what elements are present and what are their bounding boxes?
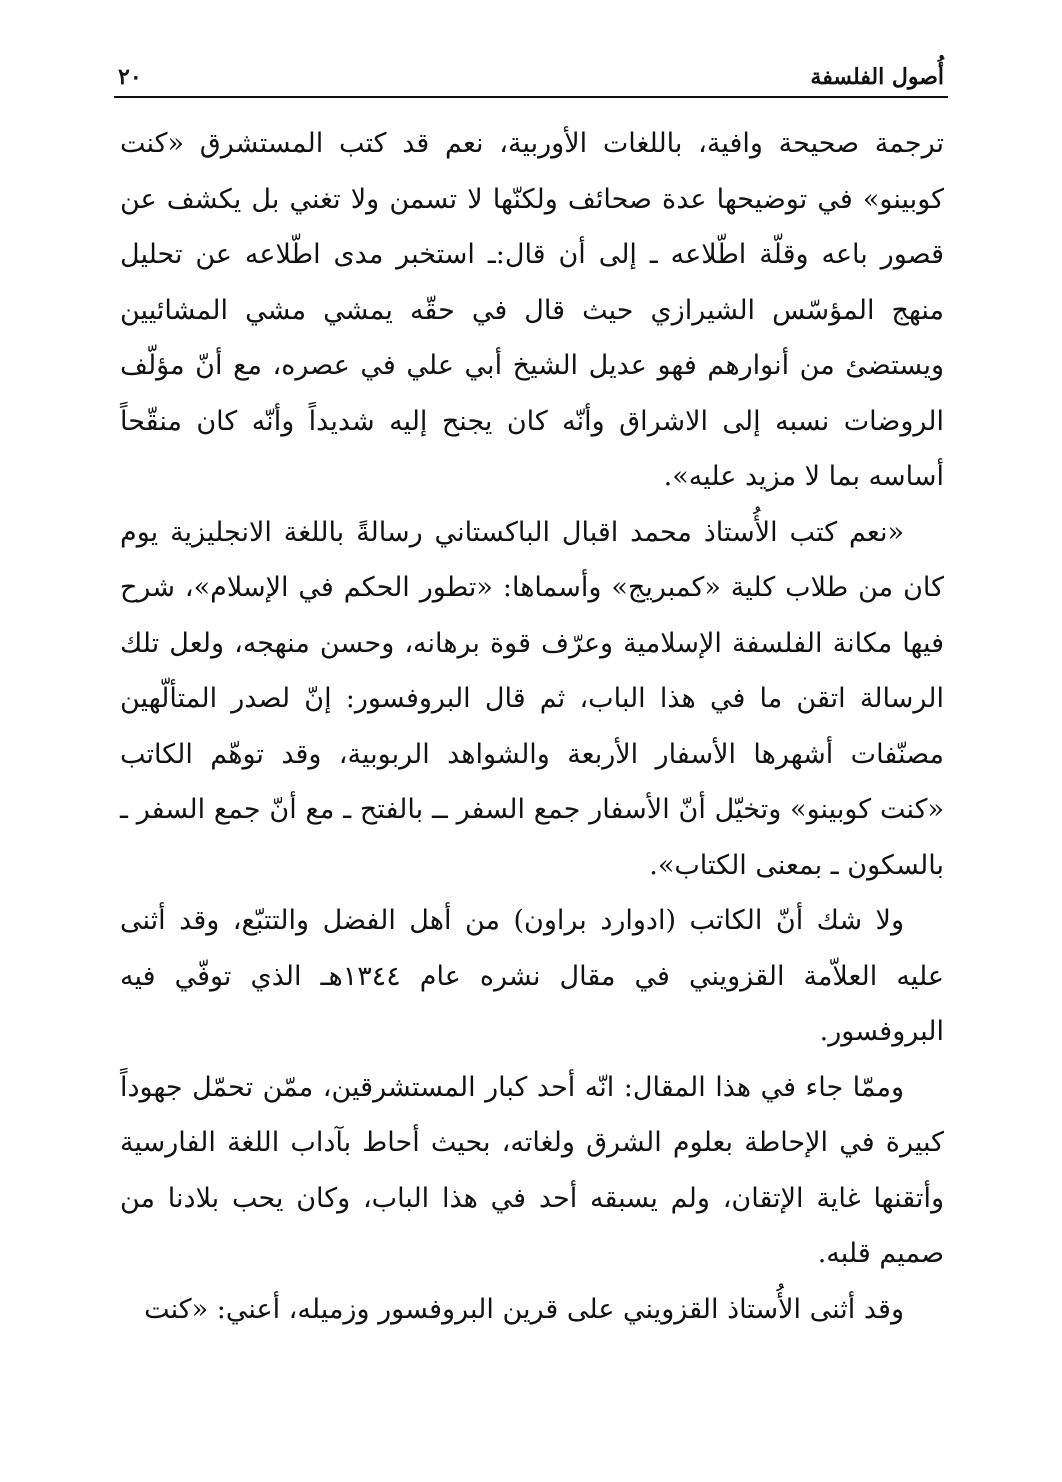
- paragraph-3: ولا شك أنّ الكاتب (ادوارد براون) من أهل الفضل والتتبّع، وقد أثنى عليه العلاّمة القزويني في مقال نشره عام ١٣٤٤هـ الذي توفّي فيه البروفسور.: [120, 905, 944, 1047]
- header-rule: [114, 96, 948, 98]
- body-text: [120, 116, 944, 1337]
- paragraph-5: وقد أثنى الأُستاذ القزويني على قرين البروفسور وزميله، أعني: «كنت: [144, 1293, 904, 1325]
- page-number: ٢٠: [118, 64, 142, 90]
- paragraph-1: ترجمة صحيحة وافية، باللغات الأوربية، نعم قد كتب المستشرق «كنت كوبينو» في توضيحها عدة صحائف ولكنّها لا تسمن ولا تغني بل يكشف عن قصور باعه وقلّة اطّلاعه ـ إلى أن قال:ـ استخبر مدى اطّلاعه عن تحليل منهج المؤسّس الشيرازي حيث قال في حقّه يمشي مشي المشائيين ويستضئ من أنوارهم فهو عديل الشيخ أبي علي في عصره، مع أنّ مؤلّف الروضات نسبه إلى الاشراق وأنّه كان يجنح إليه شديداً وأنّه كان منقّحاً أساسه بما لا مزيد عليه».: [120, 128, 944, 492]
- book-title: أُصول الفلسفة: [810, 64, 944, 90]
- paragraph-4: وممّا جاء في هذا المقال: انّه أحد كبار المستشرقين، ممّن تحمّل جهوداً كبيرة في الإحاطة بعلوم الشرق ولغاته، بحيث أحاط بآداب اللغة الفارسية وأتقنها غاية الإتقان، ولم يسبقه أحد في هذا الباب، وكان يحب بلادنا من صميم قلبه.: [120, 1071, 944, 1269]
- running-header: [118, 56, 944, 90]
- paragraph-2: «نعم كتب الأُستاذ محمد اقبال الباكستاني رسالةً باللغة الانجليزية يوم كان من طلاب كلية «كمبريج» وأسماها: «تطور الحكم في الإسلام»، شرح فيها مكانة الفلسفة الإسلامية وعرّف قوة برهانه، وحسن منهجه، ولعل تلك الرسالة اتقن ما في هذا الباب، ثم قال البروفسور: إنّ لصدر المتألّهين مصنّفات أشهرها الأسفار الأربعة والشواهد الربوبية، وقد توهّم الكاتب «كنت كوبينو» وتخيّل أنّ الأسفار جمع السفر ــ بالفتح ـ مع أنّ جمع السفر ـ بالسكون ـ بمعنى الكتاب».: [120, 516, 944, 881]
